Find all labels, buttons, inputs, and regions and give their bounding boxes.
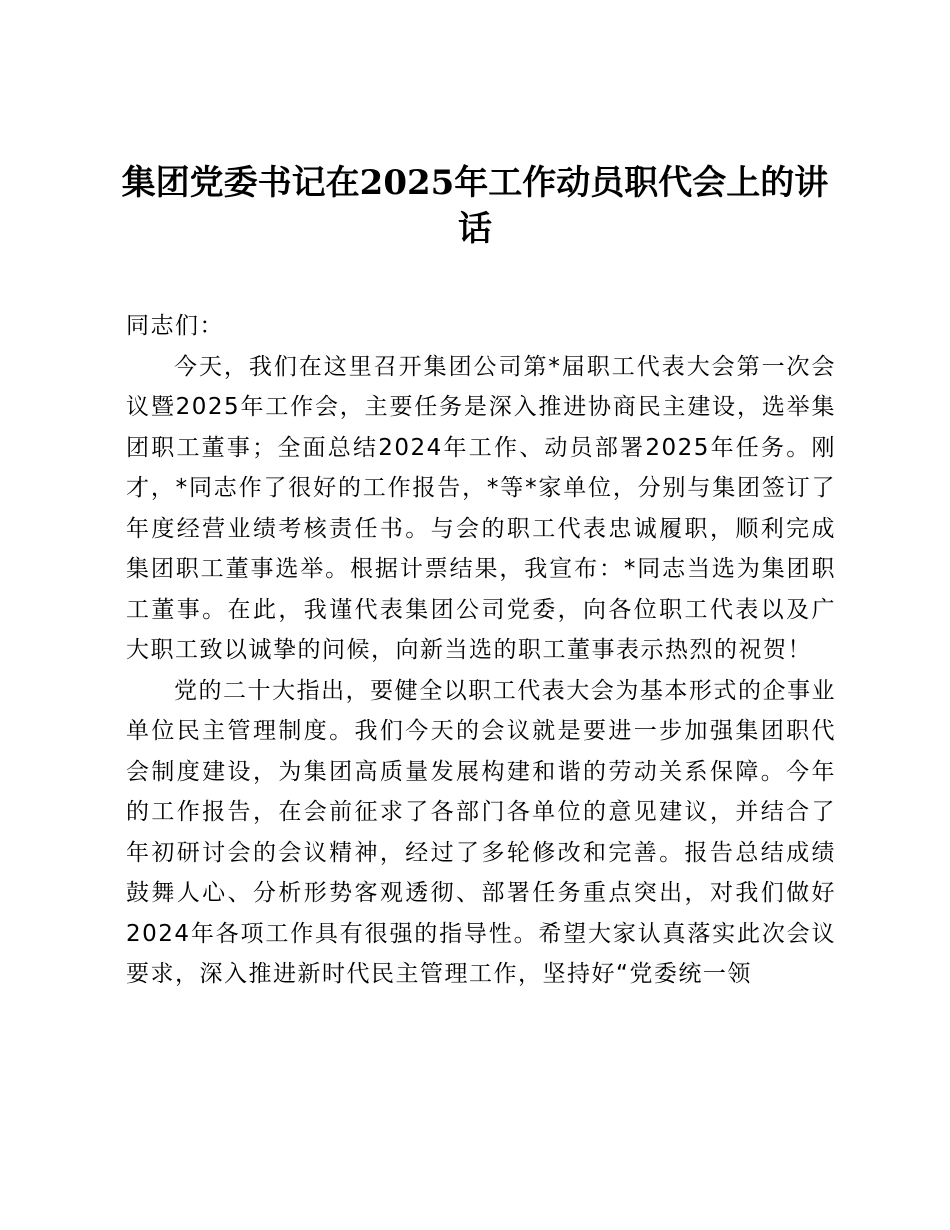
document-body: [126, 306, 836, 995]
salutation: 同志们：: [126, 313, 224, 339]
paragraph-2: 党的二十大指出，要健全以职工代表大会为基本形式的企事业单位民主管理制度。我们今天的会议就是要进一步加强集团职代会制度建设，为集团高质量发展构建和谐的劳动关系保障。今年的工作报告，在会前征求了各部门各单位的意见建议，并结合了年初研讨会的会议精神，经过了多轮修改和完善。报告总结成绩鼓舞人心、分析形势客观透彻、部署任务重点突出，对我们做好2024年各项工作具有很强的指导性。希望大家认真落实此次会议要求，深入推进新时代民主管理工作，坚持好“党委统一领: [126, 677, 836, 987]
document-title: 集团党委书记在2025年工作动员职代会上的讲话: [121, 163, 829, 249]
paragraph-1: 今天，我们在这里召开集团公司第*届职工代表大会第一次会议暨2025年工作会，主要任务是深入推进协商民主建设，选举集团职工董事；全面总结2024年工作、动员部署2025年任务。刚才，*同志作了很好的工作报告，*等*家单位，分别与集团签订了年度经营业绩考核责任书。与会的职工代表忠诚履职，顺利完成集团职工董事选举。根据计票结果，我宣布：*同志当选为集团职工董事。在此，我谨代表集团公司党委，向各位职工代表以及广大职工致以诚挚的问候，向新当选的职工董事表示热烈的祝贺！: [126, 353, 836, 663]
